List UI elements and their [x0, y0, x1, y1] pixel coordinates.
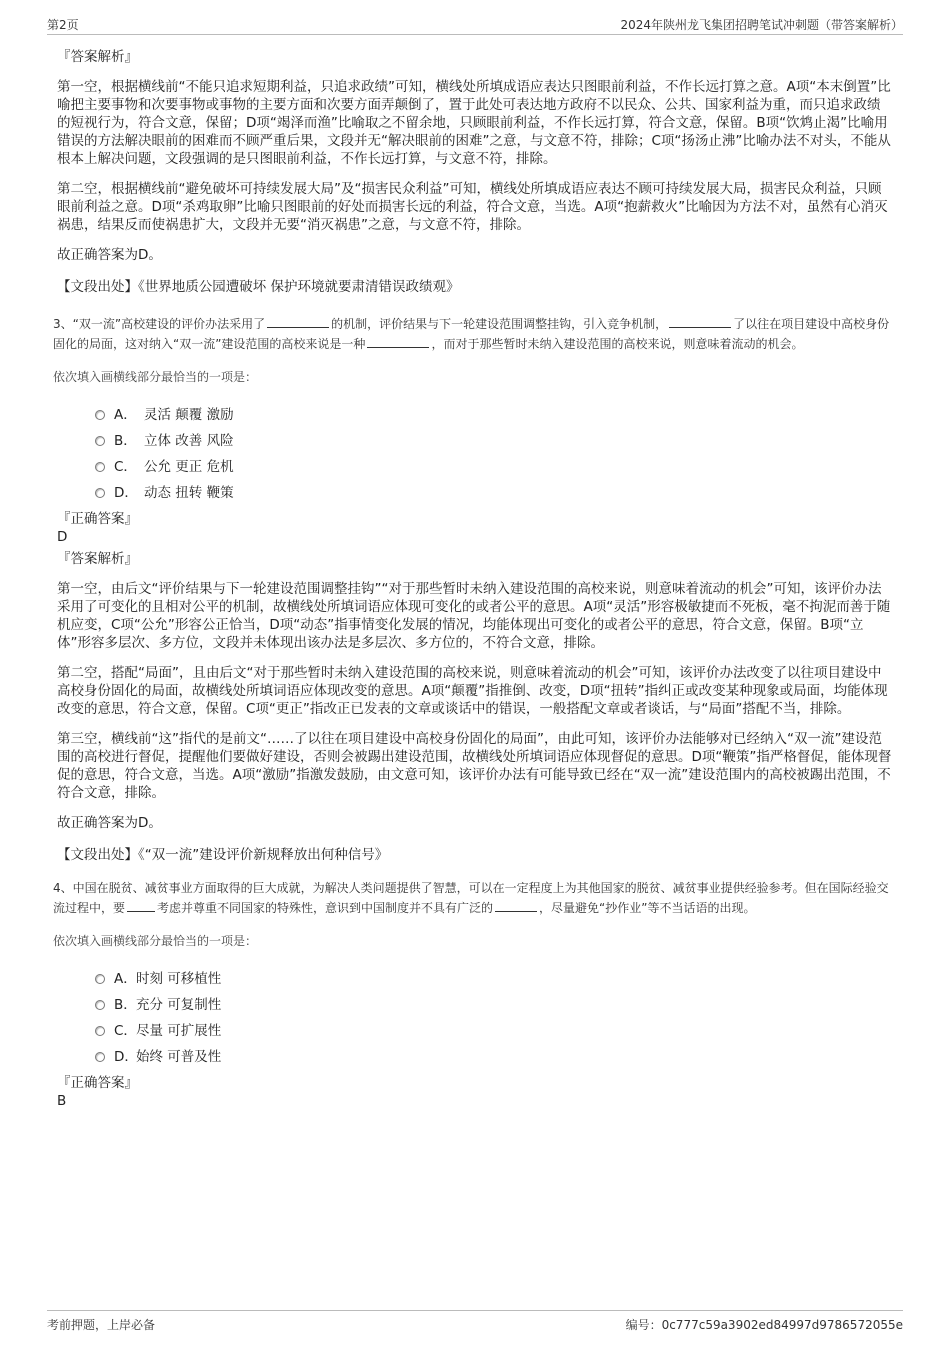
- radio-icon[interactable]: [95, 1000, 105, 1010]
- q3-blank-1: [267, 315, 329, 328]
- q4-stem: [53, 878, 893, 918]
- q3-analysis-paragraph-1: 第一空，由后文“评价结果与下一轮建设范围调整挂钩”“对于那些暂时未纳入建设范围的高校来说，则意味着流动的机会”可知，该评价办法采用了可变化的且相对公平的机制，故横线处所填词语应体现可变化的或者公平的意思。A项“灵活”形容极敏捷而不死板，毫不拘泥而善于随机应变，C项“公允”形容公正恰当，D项“动态”指事情变化发展的情况，均能体现出可变化的或者公平的意思，符合文意，保留。B项“立体”形容多层次、多方位，文段并未体现出该办法是多层次、多方位的，不符合文意，排除。: [57, 581, 891, 651]
- q3-blank-3: [367, 335, 429, 348]
- radio-icon[interactable]: [95, 410, 105, 420]
- q3-stem-part-3: 了以往在项目建设中高校身份固化的局面，这对纳入“双一流”建设范围的高校来说是一种: [53, 317, 890, 351]
- question-4: [53, 878, 893, 1110]
- radio-icon[interactable]: [95, 488, 105, 498]
- q4-stem-part-3: ，尽量避免“抄作业”等不当话语的出现。: [539, 901, 756, 915]
- q4-instruction: 依次填入画横线部分最恰当的一项是：: [53, 934, 258, 948]
- footer-slogan: 考前押题，上岸必备: [47, 1318, 156, 1332]
- q4-option-d[interactable]: D． 始终 可普及性: [95, 1044, 893, 1070]
- q3-option-a[interactable]: A． 灵活 颠覆 激励: [95, 402, 893, 428]
- q3-source: 【文段出处】《“双一流”建设评价新规释放出何种信号》: [57, 847, 389, 863]
- q3-stem-part-1: 3、“双一流”高校建设的评价办法采用了: [53, 317, 266, 331]
- q3-analysis-paragraph-3: 第三空，横线前“这”指代的是前文“……了以往在项目建设中高校身份固化的局面”，由此可知，该评价办法能够对已经纳入“双一流”建设范围的高校进行督促，提醒他们要做好建设，否则会被踢出建设范围，故横线处所填词语应体现督促的意思。D项“鞭策”指严格督促，能体现督促的意思，符合文意，当选。A项“激励”指激发鼓励，由文意可知，该评价办法有可能导致已经在“双一流”建设范围内的高校被踢出范围，不符合文意，排除。: [57, 731, 892, 801]
- q4-stem-part-1: 4、中国在脱贫、减贫事业方面取得的巨大成就，为解决人类问题提供了智慧，可以在一定程度上为其他国家的脱贫、减贫事业提供经验参考。但在国际经验交流过程中，要: [53, 881, 889, 915]
- page-header: [47, 12, 903, 35]
- radio-icon[interactable]: [95, 974, 105, 984]
- q3-stem-part-4: ，而对于那些暂时未纳入建设范围的高校来说，则意味着流动的机会。: [431, 337, 804, 351]
- q3-analysis-paragraph-2: 第二空，搭配“局面”，且由后文“对于那些暂时未纳入建设范围的高校来说，则意味着流动的机会”可知，该评价办法改变了以往项目建设中高校身份固化的局面，故横线处所填词语应体现改变的意思。A项“颠覆”指推倒、改变，D项“扭转”指纠正或改变某种现象或局面，均能体现改变的意思，符合文意，保留。C项“更正”指改正已发表的文章或谈话中的错误，一般搭配文章或者谈话，与“局面”搭配不当，排除。: [57, 665, 888, 717]
- q3-stem: [53, 314, 893, 354]
- radio-icon[interactable]: [95, 462, 105, 472]
- q4-blank-1: [127, 899, 155, 912]
- q4-correct-label: 『正确答案』: [57, 1075, 138, 1091]
- q4-option-a[interactable]: A． 时刻 可移植性: [95, 966, 893, 992]
- q3-correct-answer: D: [57, 529, 68, 545]
- q4-blank-2: [495, 899, 537, 912]
- q3-instruction: 依次填入画横线部分最恰当的一项是：: [53, 370, 258, 384]
- page-footer: [47, 1310, 903, 1338]
- q3-conclusion: 故正确答案为D。: [57, 815, 162, 831]
- q3-option-b[interactable]: B． 立体 改善 风险: [95, 428, 893, 454]
- document-code: 编号：0c777c59a3902ed84997d9786572055e: [625, 1318, 903, 1332]
- q4-option-c[interactable]: C． 尽量 可扩展性: [95, 1018, 893, 1044]
- q3-options: [95, 402, 893, 506]
- q3-option-d[interactable]: D． 动态 扭转 鞭策: [95, 480, 893, 506]
- q3-blank-2: [669, 315, 731, 328]
- q2-analysis-section: [57, 48, 893, 296]
- document-title: 2024年陕州龙飞集团招聘笔试冲刺题（带答案解析）: [620, 18, 903, 32]
- radio-icon[interactable]: [95, 1026, 105, 1036]
- q2-source: 【文段出处】《世界地质公园遭破坏 保护环境就要肃清错误政绩观》: [57, 279, 460, 295]
- q2-analysis-paragraph-2: 第二空，根据横线前“避免破坏可持续发展大局”及“损害民众利益”可知，横线处所填成语应表达不顾可持续发展大局，损害民众利益，只顾眼前利益之意。D项“杀鸡取卵”比喻只图眼前的好处而损害长远的利益，符合文意，当选。A项“抱薪救火”比喻因为方法不对，虽然有心消灭祸患，结果反而使祸患扩大，文段并无要“消灭祸患”之意，与文意不符，排除。: [57, 181, 888, 233]
- q4-stem-part-2: 考虑并尊重不同国家的特殊性，意识到中国制度并不具有广泛的: [157, 901, 494, 915]
- q4-option-b[interactable]: B． 充分 可复制性: [95, 992, 893, 1018]
- question-3: [53, 314, 893, 864]
- radio-icon[interactable]: [95, 1052, 105, 1062]
- q2-analysis-label: 『答案解析』: [57, 49, 138, 65]
- q3-stem-part-2: 的机制，评价结果与下一轮建设范围调整挂钩，引入竞争机制，: [331, 317, 668, 331]
- q2-conclusion: 故正确答案为D。: [57, 247, 162, 263]
- radio-icon[interactable]: [95, 436, 105, 446]
- q4-correct-answer: B: [57, 1093, 67, 1109]
- q3-option-c[interactable]: C． 公允 更正 危机: [95, 454, 893, 480]
- q3-correct-label: 『正确答案』: [57, 511, 138, 527]
- page-number: 第2页: [47, 18, 79, 32]
- q4-options: [95, 966, 893, 1070]
- q3-analysis-label: 『答案解析』: [57, 551, 138, 567]
- page-content: [53, 40, 893, 1110]
- q2-analysis-paragraph-1: 第一空，根据横线前“不能只追求短期利益，只追求政绩”可知，横线处所填成语应表达只图眼前利益，不作长远打算之意。A项“本末倒置”比喻把主要事物和次要事物或事物的主要方面和次要方面弄颠倒了，置于此处可表达地方政府不以民众、公共、国家利益为重，而只追求政绩的短视行为，符合文意，保留；D项“竭泽而渔”比喻取之不留余地，只顾眼前利益，不作长远打算，符合文意，保留。B项“饮鸩止渴”比喻用错误的方法解决眼前的困难而不顾严重后果，文段并无“解决眼前的困难”之意，与文意不符，排除；C项“扬汤止沸”比喻办法不对头，不能从根本上解决问题，文段强调的是只图眼前利益，不作长远打算，与文意不符，排除。: [57, 79, 891, 167]
